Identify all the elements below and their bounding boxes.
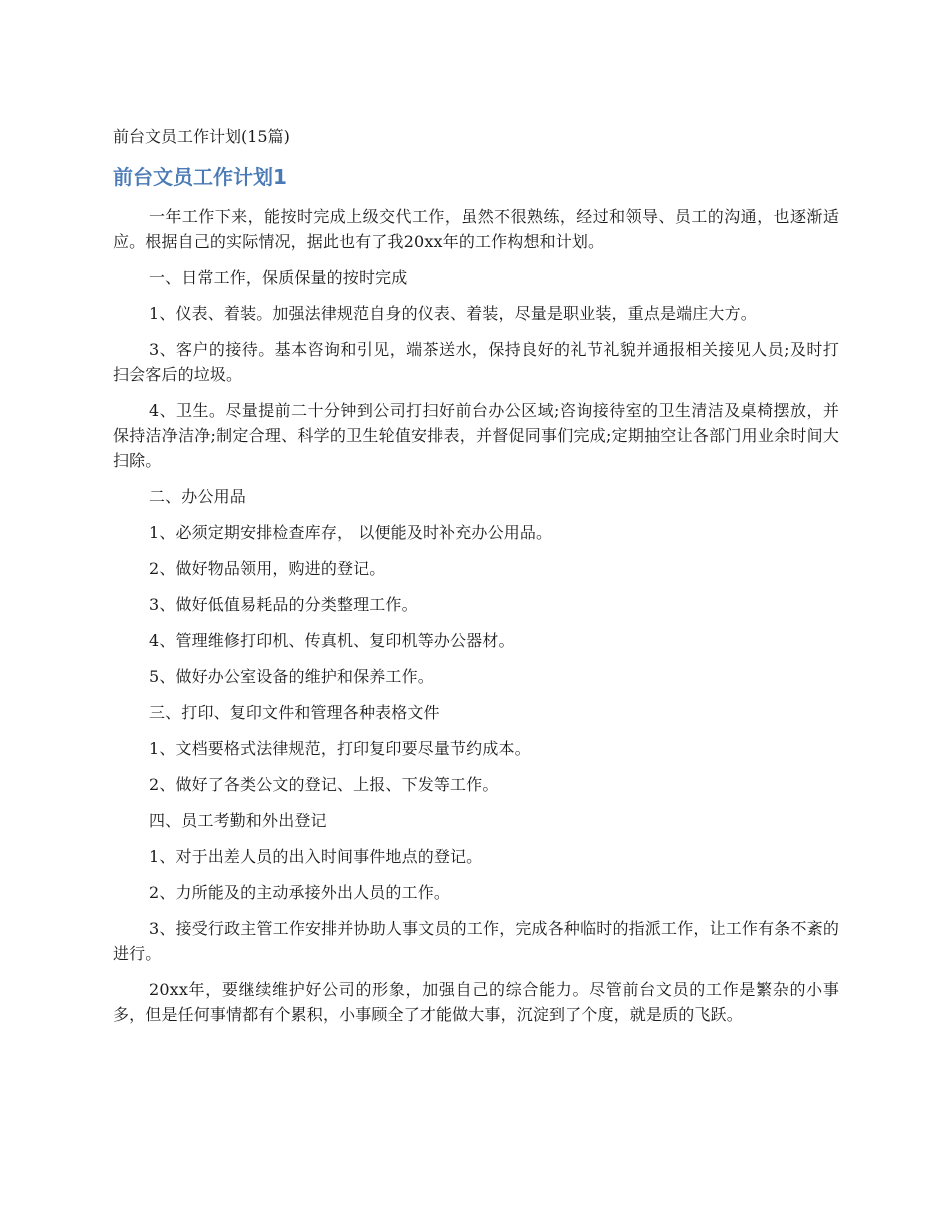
section-three-heading: 三、打印、复印文件和管理各种表格文件 <box>149 703 440 722</box>
intro-paragraph: 一年工作下来，能按时完成上级交代工作，虽然不很熟练，经过和领导、员工的沟通，也逐渐适应。根据自己的实际情况，据此也有了我20xx年的工作构想和计划。 <box>113 207 839 251</box>
section-four-heading: 四、员工考勤和外出登记 <box>149 811 327 830</box>
list-item: 1、仪表、着装。加强法律规范自身的仪表、着装，尽量是职业装，重点是端庄大方。 <box>149 304 757 323</box>
list-item: 2、做好物品领用，购进的登记。 <box>149 559 386 578</box>
list-item: 3、做好低值易耗品的分类整理工作。 <box>149 595 418 614</box>
list-item: 3、接受行政主管工作安排并协助人事文员的工作，完成各种临时的指派工作，让工作有条不紊的进行。 <box>113 919 839 963</box>
closing-paragraph: 20xx年，要继续维护好公司的形象，加强自己的综合能力。尽管前台文员的工作是繁杂的小事多，但是任何事情都有个累积，小事顾全了才能做大事，沉淀到了个度，就是质的飞跃。 <box>113 980 839 1024</box>
list-item: 4、卫生。尽量提前二十分钟到公司打扫好前台办公区域;咨询接待室的卫生清洁及桌椅摆放，并保持洁净洁净;制定合理、科学的卫生轮值安排表，并督促同事们完成;定期抽空让各部门用业余时间大扫除。 <box>113 401 839 470</box>
list-item: 2、做好了各类公文的登记、上报、下发等工作。 <box>149 775 499 794</box>
document-title: 前台文员工作计划(15篇) <box>113 127 290 146</box>
document-body <box>113 204 839 1038</box>
list-item: 4、管理维修打印机、传真机、复印机等办公器材。 <box>149 631 515 650</box>
section-one-heading: 一、日常工作，保质保量的按时完成 <box>149 268 408 287</box>
section-two-heading: 二、办公用品 <box>149 487 246 506</box>
list-item: 1、对于出差人员的出入时间事件地点的登记。 <box>149 847 483 866</box>
list-item: 5、做好办公室设备的维护和保养工作。 <box>149 667 434 686</box>
list-item: 1、必须定期安排检查库存， 以便能及时补充办公用品。 <box>149 523 553 542</box>
list-item: 1、文档要格式法律规范，打印复印要尽量节约成本。 <box>149 739 531 758</box>
list-item: 3、客户的接待。基本咨询和引见，端茶送水，保持良好的礼节礼貌并通报相关接见人员;及时打扫会客后的垃圾。 <box>113 340 839 384</box>
section-heading: 前台文员工作计划1 <box>113 165 287 189</box>
list-item: 2、力所能及的主动承接外出人员的工作。 <box>149 883 451 902</box>
